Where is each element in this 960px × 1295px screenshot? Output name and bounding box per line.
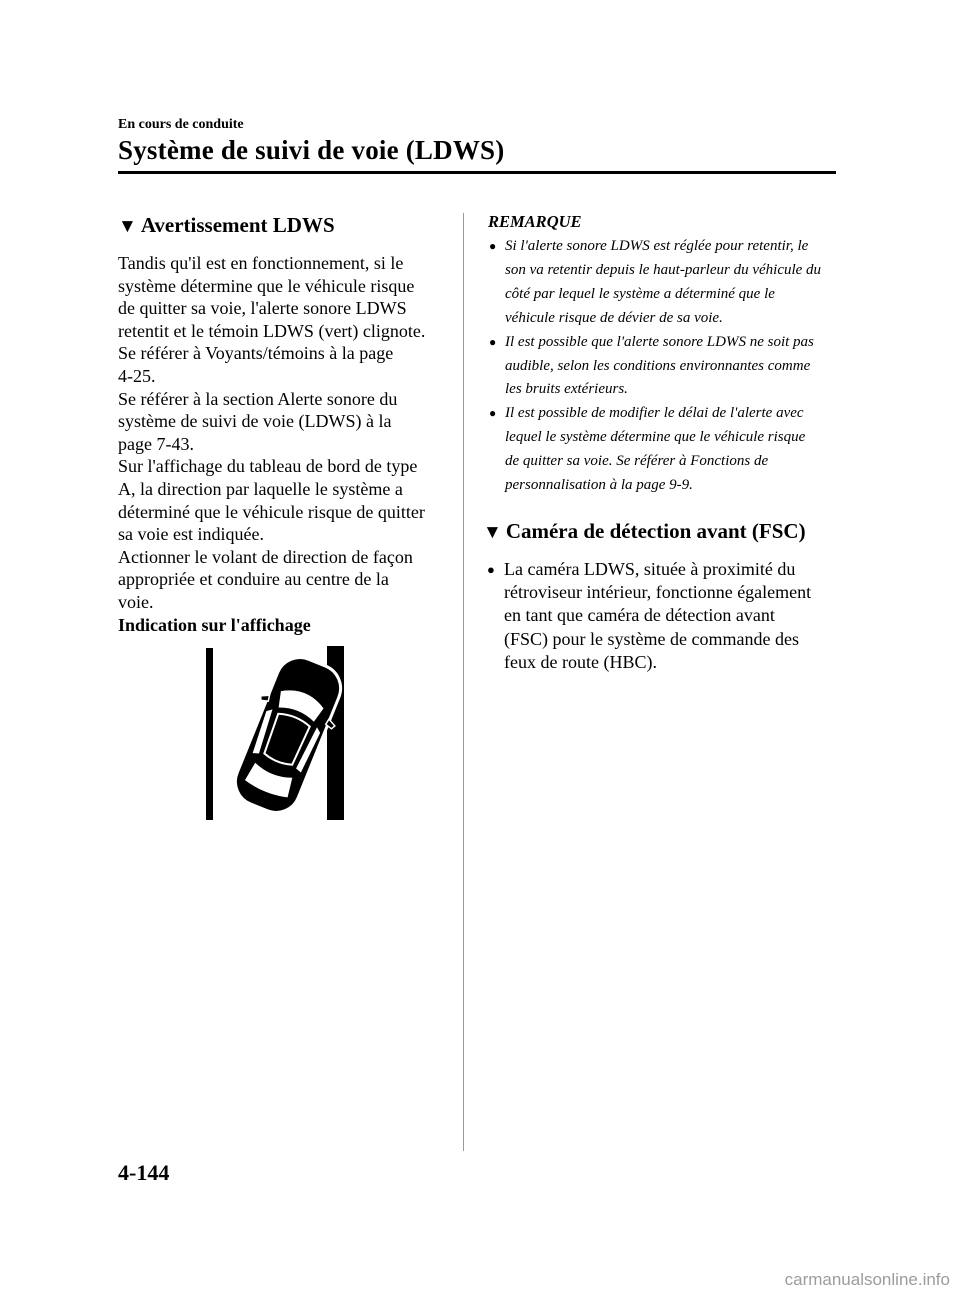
body-line: Sur l'affichage du tableau de bord de type [118, 456, 418, 477]
bullet-icon: ● [489, 239, 497, 253]
list-item [483, 402, 823, 498]
chapter-label: En cours de conduite [118, 117, 244, 132]
section-item-text: La caméra LDWS, située à proximité du rétroviseur intérieur, fonctionne également en tant que caméra de détection avant (FSC) pour le système de commande des feux de route (HBC). [504, 558, 812, 672]
title-rule [118, 171, 836, 174]
section-heading-ldws-warning [118, 212, 448, 240]
page-title: Système de suivi de voie (LDWS) [118, 135, 505, 165]
body-line: 4-25. [118, 365, 156, 386]
right-column [483, 212, 823, 674]
body-line: Actionner le volant de direction de façon [118, 546, 413, 567]
list-item [483, 558, 823, 674]
body-line: appropriée et conduire au centre de la [118, 569, 389, 590]
body-line: système de suivi de voie (LDWS) à la [118, 411, 392, 432]
note-text: Si l'alerte sonore LDWS est réglée pour retentir, le son va retentir depuis le haut-parleur du véhicule du côté par lequel le système a déterminé que le véhicule risque de dévier de sa voie. [505, 238, 822, 326]
watermark-text: carmanualsonline.info [784, 1270, 950, 1289]
note-list [483, 235, 823, 498]
triangle-marker-icon: ▼ [118, 216, 137, 237]
section-heading-fsc-camera [483, 518, 823, 546]
note-title: REMARQUE [488, 212, 582, 231]
triangle-marker-icon: ▼ [483, 521, 502, 543]
left-lane-line [206, 648, 213, 820]
note-text: Il est possible que l'alerte sonore LDWS ne soit pas audible, selon les conditions environnantes comme les bruits extérieurs. [505, 333, 814, 398]
body-line: déterminé que le véhicule risque de quitter [118, 501, 425, 522]
body-line: A, la direction par laquelle le système a [118, 478, 403, 499]
list-item [483, 235, 823, 331]
section-heading-text: Caméra de détection avant (FSC) [505, 518, 806, 543]
left-column [118, 212, 448, 636]
body-line: système détermine que le véhicule risque [118, 275, 415, 296]
display-indication-label: Indication sur l'affichage [118, 614, 311, 635]
fsc-camera-list [483, 558, 823, 674]
page-number: 4-144 [118, 1160, 170, 1185]
note-text: Il est possible de modifier le délai de l'alerte avec lequel le système détermine que le véhicule risque de quitter sa voie. Se référer à Fonctions de personnalisation à la page 9-9. [505, 405, 806, 494]
body-line: sa voie est indiquée. [118, 524, 264, 545]
body-line: Se référer à Voyants/témoins à la page [118, 343, 394, 364]
ldws-warning-body [118, 252, 448, 636]
body-line: page 7-43. [118, 433, 194, 454]
list-item [483, 331, 823, 403]
column-divider [463, 213, 464, 1151]
lane-departure-car-illustration [200, 640, 350, 825]
body-line: retentit et le témoin LDWS (vert) clignote. [118, 320, 426, 341]
bullet-icon: ● [489, 334, 497, 349]
body-line: voie. [118, 591, 154, 612]
body-line: de quitter sa voie, l'alerte sonore LDWS [118, 298, 407, 319]
body-line: Se référer à la section Alerte sonore du [118, 388, 398, 409]
body-line: Tandis qu'il est en fonctionnement, si le [118, 253, 404, 273]
bullet-icon: ● [487, 561, 495, 577]
section-heading-text: Avertissement LDWS [140, 213, 335, 237]
bullet-icon: ● [489, 406, 497, 421]
